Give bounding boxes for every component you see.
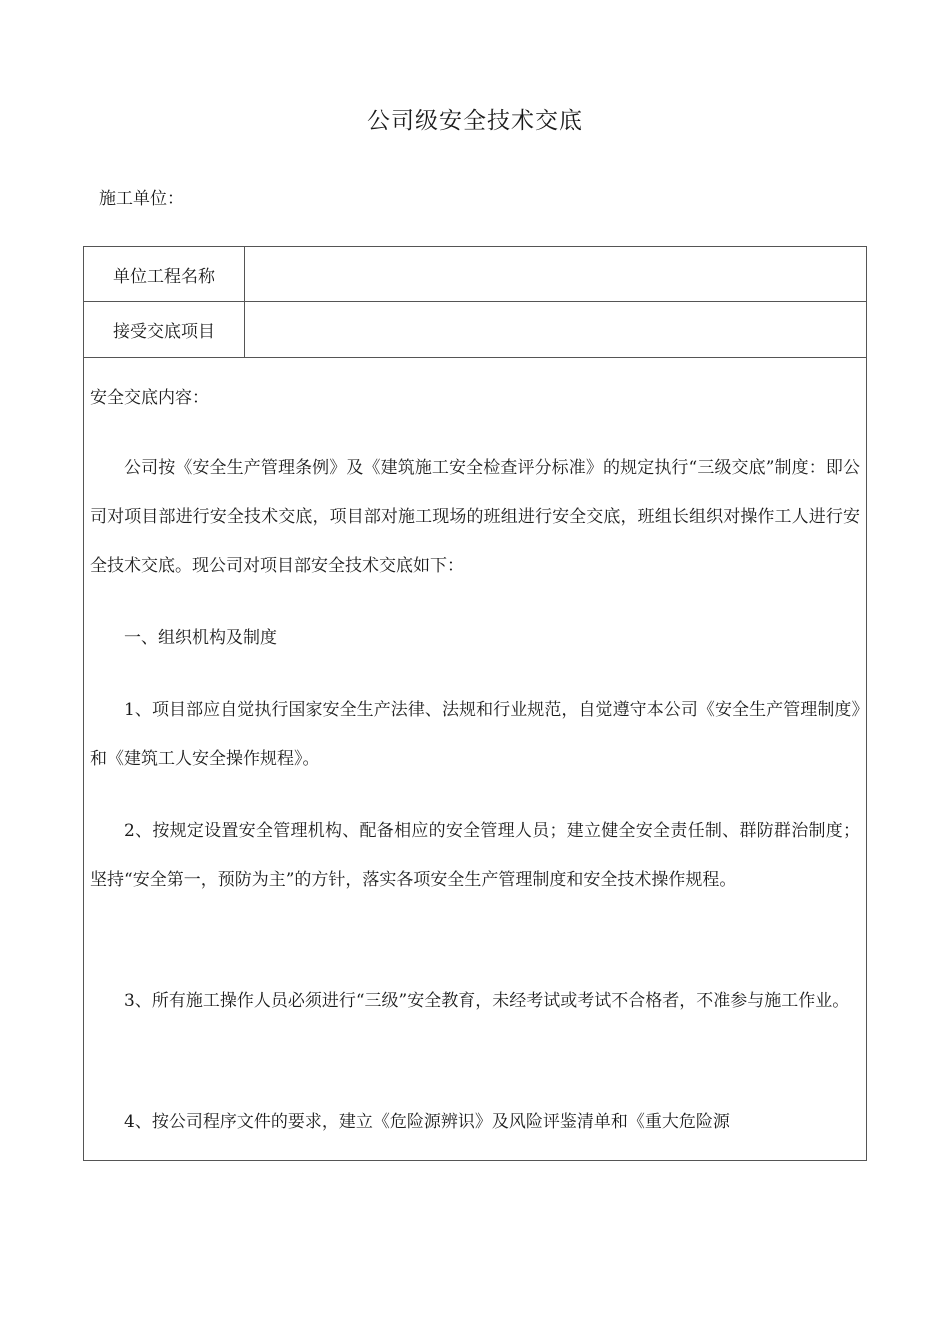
construction-unit-label: 施工单位：: [99, 189, 184, 209]
form-value-project-name[interactable]: [245, 247, 866, 301]
paragraph-intro: 公司按《安全生产管理条例》及《建筑施工安全检查评分标准》的规定执行“三级交底”制度：即公司对项目部进行安全技术交底，项目部对施工现场的班组进行安全交底，班组长组织对操作工人进行安全技术交底。现公司对项目部安全技术交底如下：: [90, 458, 860, 576]
form-row-project-name: [84, 247, 866, 302]
document-title: 公司级安全技术交底: [367, 108, 583, 134]
form-label-receiving-item: 接受交底项目: [84, 302, 245, 357]
paragraph-item-4: 4、按公司程序文件的要求，建立《危险源辨识》及风险评鉴清单和《重大危险源: [124, 1112, 730, 1132]
form-label-project-name: 单位工程名称: [84, 247, 245, 301]
content-heading: 安全交底内容：: [90, 388, 209, 408]
form-value-receiving-item[interactable]: [245, 302, 866, 357]
disclosure-form: [83, 246, 867, 1161]
form-row-receiving-item: [84, 302, 866, 358]
paragraph-item-1: 1、项目部应自觉执行国家安全生产法律、法规和行业规范，自觉遵守本公司《安全生产管理制度》和《建筑工人安全操作规程》。: [90, 700, 860, 769]
paragraph-item-2: 2、按规定设置安全管理机构、配备相应的安全管理人员；建立健全安全责任制、群防群治制度；坚持“安全第一，预防为主”的方针，落实各项安全生产管理制度和安全技术操作规程。: [90, 821, 860, 890]
section-heading-organization: 一、组织机构及制度: [124, 628, 277, 648]
paragraph-item-3: 3、所有施工操作人员必须进行“三级”安全教育，未经考试或考试不合格者，不准参与施工作业。: [124, 991, 850, 1011]
